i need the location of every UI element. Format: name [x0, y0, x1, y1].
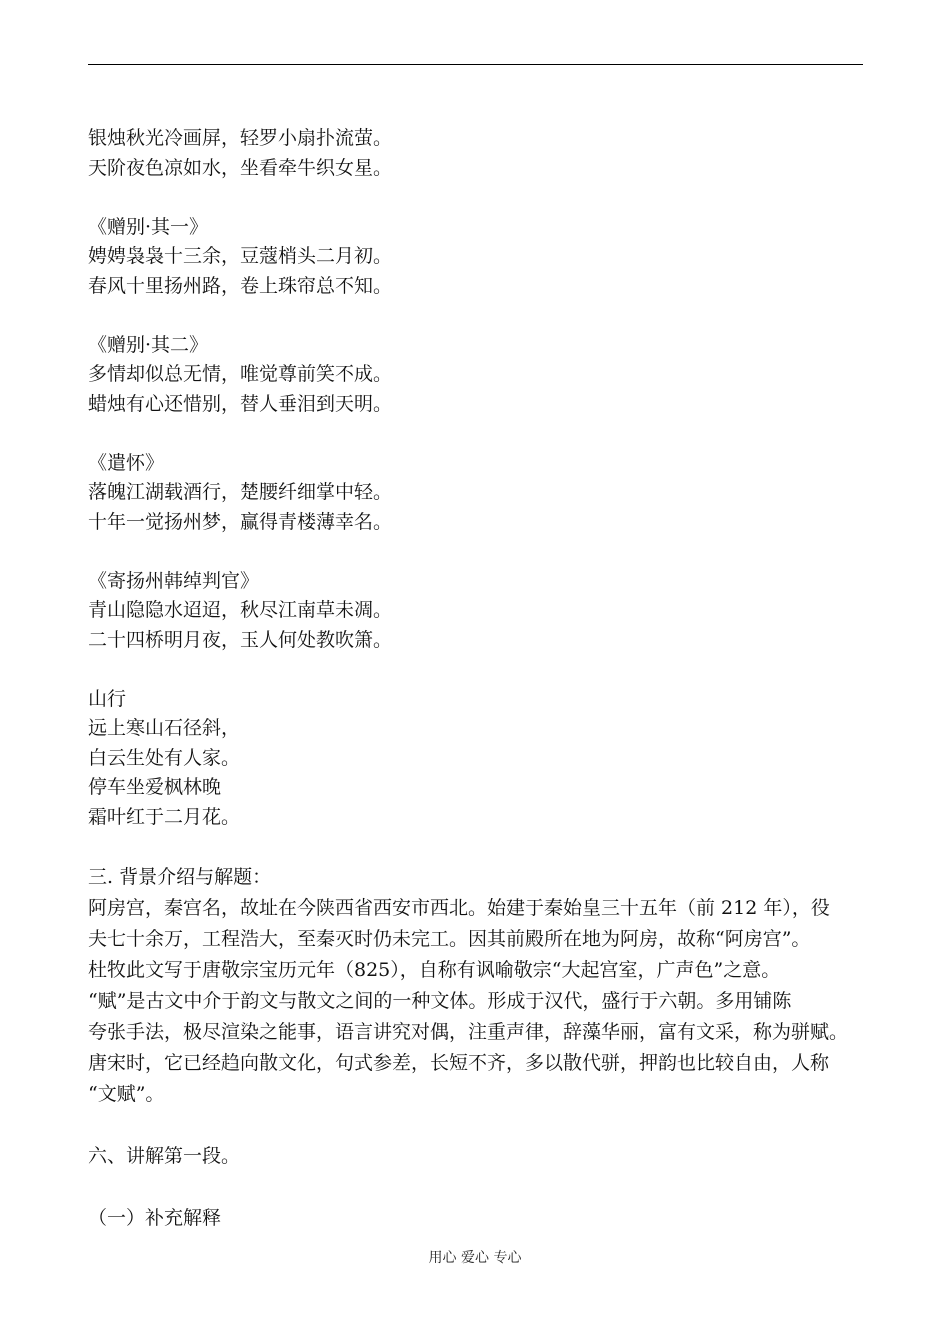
paragraph-line: 杜牧此文写于唐敬宗宝历元年（825），自称有讽喻敬宗“大起宫室，广声色”之意。 — [88, 958, 781, 981]
section-heading: 六、讲解第一段。 — [88, 1144, 241, 1167]
page-footer: 用心 爱心 专心 — [428, 1250, 522, 1266]
poem-zengbie-1 — [88, 213, 868, 302]
paragraph-line: 阿房宫，秦宫名，故址在今陕西省西安市西北。始建于秦始皇三十五年（前 212 年），役 — [88, 896, 830, 919]
poem-title: 《赠别·其一》 — [88, 215, 209, 238]
paragraph-line: 夸张手法，极尽渲染之能事，语言讲究对偶，注重声律，辞藻华丽，富有文采，称为骈赋。 — [88, 1020, 849, 1043]
poem-line: 蜡烛有心还惜别，替人垂泪到天明。 — [88, 392, 393, 415]
poem-line: 落魄江湖载酒行，楚腰纤细掌中轻。 — [88, 481, 393, 503]
poem-line: 十年一觉扬州梦，赢得青楼薄幸名。 — [88, 510, 393, 533]
poem-zengbie-2 — [88, 331, 868, 420]
document-body — [88, 124, 868, 1234]
paragraph-line: 唐宋时，它已经趋向散文化，句式参差，长短不齐，多以散代骈，押韵也比较自由，人称 — [88, 1051, 830, 1074]
poem-line: 多情却似总无情，唯觉尊前笑不成。 — [88, 363, 393, 385]
poem-line: 远上寒山石径斜， — [88, 717, 241, 739]
poem-line: 银烛秋光冷画屏，轻罗小扇扑流萤。 — [88, 127, 393, 149]
poem-line: 娉娉袅袅十三余，豆蔻梢头二月初。 — [88, 245, 393, 267]
section-heading: 三. 背景介绍与解题： — [88, 865, 272, 888]
poem-line: 青山隐隐水迢迢，秋尽江南草未凋。 — [88, 599, 393, 621]
subsection-heading: （一）补充解释 — [88, 1206, 222, 1229]
poem-title: 《遣怀》 — [88, 451, 165, 474]
poem-title: 《赠别·其二》 — [88, 333, 209, 356]
paragraph-line: “赋”是古文中介于韵文与散文之间的一种文体。形成于汉代，盛行于六朝。多用铺陈 — [88, 989, 792, 1012]
poem-line: 霜叶红于二月花。 — [88, 805, 241, 828]
paragraph-line: “文赋”。 — [88, 1082, 165, 1105]
poem-title: 《寄扬州韩绰判官》 — [88, 569, 260, 592]
poem-ji-yangzhou — [88, 567, 868, 656]
section-six — [88, 1141, 868, 1172]
poem-line: 春风十里扬州路，卷上珠帘总不知。 — [88, 274, 393, 297]
poem-line: 停车坐爱枫林晚 — [88, 776, 222, 798]
poem-qianhuai — [88, 449, 868, 538]
subsection-one — [88, 1203, 868, 1234]
poem-line: 二十四桥明月夜，玉人何处教吹箫。 — [88, 628, 393, 651]
poem-line: 天阶夜色凉如水，坐看牵牛织女星。 — [88, 156, 393, 179]
paragraph-line: 夫七十余万，工程浩大，至秦灭时仍未完工。因其前殿所在地为阿房，故称“阿房宫”。 — [88, 927, 811, 950]
poem-line: 白云生处有人家。 — [88, 746, 241, 769]
poem-block-1 — [88, 124, 868, 183]
header-rule — [88, 64, 863, 65]
poem-title: 山行 — [88, 687, 127, 710]
poem-shanxing — [88, 685, 868, 833]
section-background — [88, 862, 868, 1110]
